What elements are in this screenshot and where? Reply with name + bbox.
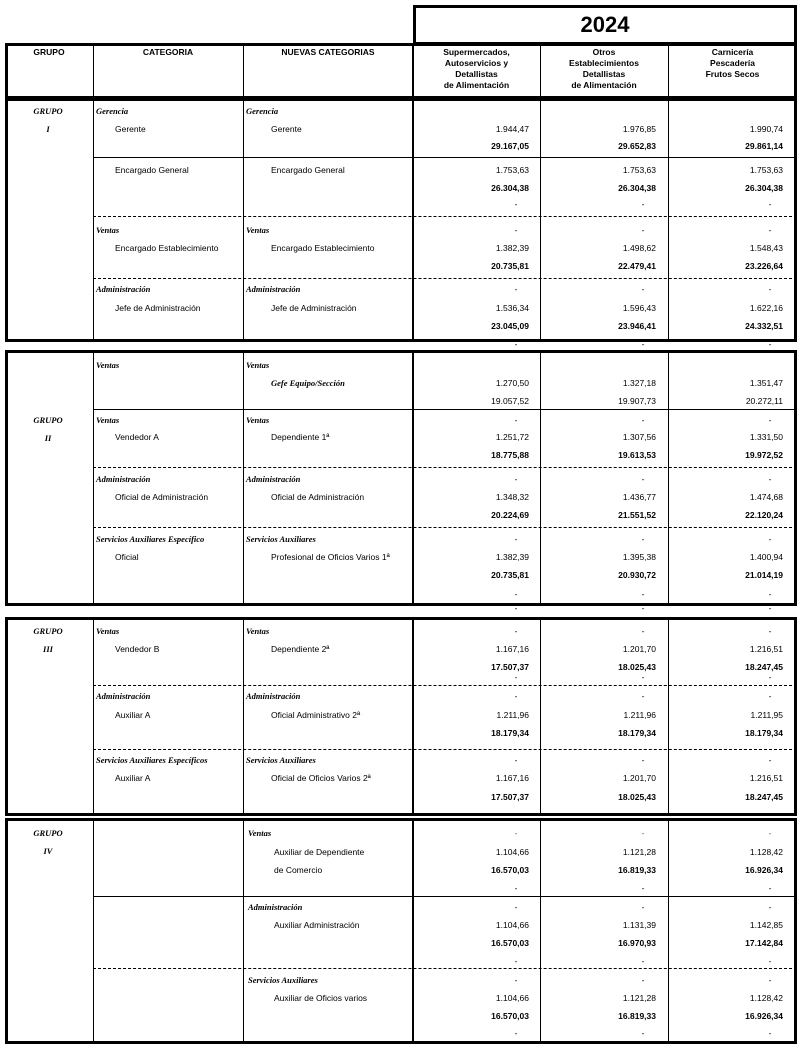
a-vend-b-2: 18.025,43	[618, 662, 656, 672]
m-vend-b-2: 1.201,70	[622, 644, 656, 654]
group-iv-roman: IV	[43, 846, 53, 856]
section-ventas-1-new: Ventas	[246, 225, 270, 235]
section-administracion-3-new: Administración	[246, 691, 301, 701]
m-oficial-2: 1.395,38	[622, 552, 656, 562]
group-iii-roman: III	[43, 644, 53, 654]
m-aux-a1-2: 1.211,96	[623, 710, 656, 720]
section-administracion-1-new: Administración	[246, 284, 301, 294]
new-aux-dependiente-1: Auxiliar de Dependiente	[274, 847, 365, 857]
m-enc-est-3: 1.548,43	[749, 243, 783, 253]
a-oficial-1: 20.735,81	[491, 570, 529, 580]
section-ventas-2a: Ventas	[96, 360, 120, 370]
a-aux-adm-2: 16.970,93	[618, 938, 656, 948]
m-vend-a-3: 1.331,50	[749, 432, 783, 442]
a-gefe-3: 20.272,11	[745, 396, 783, 406]
m-encargado-2: 1.753,63	[622, 165, 656, 175]
a-aux-dep-2: 16.819,33	[618, 865, 656, 875]
m-enc-est-2: 1.498,62	[622, 243, 656, 253]
year-title: 2024	[580, 12, 630, 37]
new-dependiente-1: Dependiente 1ª	[271, 432, 330, 442]
section-ventas-3-new: Ventas	[246, 626, 270, 636]
a-vend-a-1: 18.775,88	[491, 450, 529, 460]
cat-auxiliar-a-2: Auxiliar A	[115, 773, 151, 783]
section-servicios-aux-2: Servicios Auxiliares	[246, 534, 316, 544]
new-profesional-oficios-1: Profesional de Oficios Varios 1ª	[271, 552, 390, 562]
new-aux-oficios-varios: Auxiliar de Oficios varios	[274, 993, 368, 1003]
a-aux-a2-2: 18.025,43	[618, 792, 656, 802]
cat-encargado-establecimiento: Encargado Establecimiento	[115, 243, 219, 253]
m-jefe-adm-3: 1.622,16	[749, 303, 783, 313]
section-gerencia: Gerencia	[96, 106, 129, 116]
cat-oficial-administracion: Oficial de Administración	[115, 492, 209, 502]
new-encargado-establecimiento: Encargado Establecimiento	[271, 243, 375, 253]
m-gefe-3: 1.351,47	[749, 378, 783, 388]
a-jefe-adm-2: 23.946,41	[618, 321, 656, 331]
m-vend-a-1: 1.251,72	[495, 432, 529, 442]
m-jefe-adm-1: 1.536,34	[495, 303, 529, 313]
m-vend-b-3: 1.216,51	[749, 644, 783, 654]
group-iii-label: GRUPO	[33, 626, 63, 636]
m-gefe-1: 1.270,50	[495, 378, 529, 388]
a-gerente-3: 29.861,14	[745, 141, 783, 151]
m-aux-a2-2: 1.201,70	[622, 773, 656, 783]
section-servicios-aux-4: Servicios Auxiliares	[248, 975, 318, 985]
m-aux-adm-1: 1.104,66	[495, 920, 529, 930]
new-gefe-equipo: Gefe Equipo/Sección	[271, 378, 345, 388]
section-administracion-4: Administración	[248, 902, 303, 912]
a-aux-ofi-3: 16.926,34	[745, 1011, 783, 1021]
m-gefe-2: 1.327,18	[622, 378, 656, 388]
section-administracion-1: Administración	[96, 284, 151, 294]
cat-encargado-general: Encargado General	[115, 165, 189, 175]
a-gerente-2: 29.652,83	[618, 141, 656, 151]
a-enc-est-2: 22.479,41	[618, 261, 656, 271]
a-gefe-1: 19.057,52	[491, 396, 529, 406]
new-aux-dependiente-2: de Comercio	[274, 865, 323, 875]
a-jefe-adm-1: 23.045,09	[491, 321, 529, 331]
a-of-adm-3: 22.120,24	[745, 510, 783, 520]
cat-gerente: Gerente	[115, 124, 146, 134]
new-oficial-administracion: Oficial de Administración	[271, 492, 365, 502]
new-jefe-administracion: Jefe de Administración	[271, 303, 357, 313]
a-aux-adm-1: 16.570,03	[491, 938, 529, 948]
header-categoria: CATEGORIA	[142, 47, 194, 57]
m-enc-est-1: 1.382,39	[495, 243, 529, 253]
m-aux-ofi-2: 1.121,28	[622, 993, 656, 1003]
a-of-adm-1: 20.224,69	[491, 510, 529, 520]
a-aux-a1-1: 18.179,34	[491, 728, 529, 738]
m-aux-adm-2: 1.131,39	[622, 920, 656, 930]
header-col-carniceria: Carnicería Pescadería Frutos Secos	[705, 47, 760, 79]
a-aux-dep-3: 16.926,34	[745, 865, 783, 875]
group-iv-box	[5, 818, 797, 1044]
m-aux-a2-1: 1.167,16	[495, 773, 529, 783]
group-i-label: GRUPO	[33, 106, 63, 116]
m-gerente-3: 1.990,74	[749, 124, 783, 134]
section-administracion-2: Administración	[96, 474, 151, 484]
m-aux-adm-3: 1.142,85	[749, 920, 783, 930]
group-i-roman: I	[46, 124, 50, 134]
section-ventas-2a-new: Ventas	[246, 360, 270, 370]
a-vend-b-3: 18.247,45	[745, 662, 783, 672]
section-servicios-esp-3: Servicios Auxiliares Específicos	[96, 755, 208, 765]
m-vend-b-1: 1.167,16	[495, 644, 529, 654]
m-aux-dep-2: 1.121,28	[622, 847, 656, 857]
a-aux-a2-1: 17.507,37	[491, 792, 529, 802]
m-jefe-adm-2: 1.596,43	[622, 303, 656, 313]
a-vend-b-1: 17.507,37	[491, 662, 529, 672]
a-enc-est-1: 20.735,81	[491, 261, 529, 271]
cat-vendedor-a: Vendedor A	[115, 432, 159, 442]
a-vend-a-3: 19.972,52	[745, 450, 783, 460]
a-aux-dep-1: 16.570,03	[491, 865, 529, 875]
header-col-supermercados: Supermercados, Autoservicios y Detallistas de Alimentación	[443, 47, 510, 90]
group-ii-label: GRUPO	[33, 415, 63, 425]
a-aux-ofi-1: 16.570,03	[491, 1011, 529, 1021]
m-of-adm-1: 1.348,32	[495, 492, 529, 502]
m-aux-a1-1: 1.211,96	[496, 710, 529, 720]
cat-jefe-administracion: Jefe de Administración	[115, 303, 201, 313]
a-aux-adm-3: 17.142,84	[745, 938, 783, 948]
m-aux-dep-1: 1.104,66	[495, 847, 529, 857]
m-of-adm-3: 1.474,68	[749, 492, 783, 502]
a-gerente-1: 29.167,05	[491, 141, 529, 151]
a-encargado-2: 26.304,38	[618, 183, 656, 193]
m-oficial-1: 1.382,39	[495, 552, 529, 562]
section-ventas-1: Ventas	[96, 225, 120, 235]
a-aux-a1-3: 18.179,34	[745, 728, 783, 738]
section-ventas-3: Ventas	[96, 626, 120, 636]
section-servicios-aux-3: Servicios Auxiliares	[246, 755, 316, 765]
m-vend-a-2: 1.307,56	[622, 432, 656, 442]
section-administracion-2-new: Administración	[246, 474, 301, 484]
header-col-otros: Otros Establecimientos Detallistas de Alimentación	[569, 47, 639, 90]
m-aux-a2-3: 1.216,51	[749, 773, 783, 783]
header-nuevas-categorias: NUEVAS CATEGORIAS	[281, 47, 375, 57]
m-aux-dep-3: 1.128,42	[749, 847, 783, 857]
m-gerente-2: 1.976,85	[622, 124, 656, 134]
cat-vendedor-b: Vendedor B	[115, 644, 160, 654]
new-oficial-oficios-2: Oficial de Oficios Varios 2ª	[271, 773, 371, 783]
m-encargado-3: 1.753,63	[749, 165, 783, 175]
m-aux-a1-3: 1.211,95	[750, 710, 783, 720]
cat-oficial: Oficial	[115, 552, 139, 562]
new-dependiente-2: Dependiente 2ª	[271, 644, 330, 654]
header-grupo: GRUPO	[33, 47, 65, 57]
a-encargado-1: 26.304,38	[491, 183, 529, 193]
m-of-adm-2: 1.436,77	[622, 492, 656, 502]
a-gefe-2: 19.907,73	[618, 396, 656, 406]
a-oficial-2: 20.930,72	[618, 570, 656, 580]
section-ventas-4: Ventas	[248, 828, 272, 838]
a-aux-a1-2: 18.179,34	[618, 728, 656, 738]
a-of-adm-2: 21.551,52	[618, 510, 656, 520]
group-iv-label: GRUPO	[33, 828, 63, 838]
new-oficial-administrativo-2: Oficial Administrativo 2ª	[271, 710, 361, 720]
m-aux-ofi-3: 1.128,42	[749, 993, 783, 1003]
m-oficial-3: 1.400,94	[749, 552, 783, 562]
a-aux-ofi-2: 16.819,33	[618, 1011, 656, 1021]
m-gerente-1: 1.944,47	[495, 124, 529, 134]
a-enc-est-3: 23.226,64	[745, 261, 783, 271]
section-ventas-2b-new: Ventas	[246, 415, 270, 425]
a-aux-a2-3: 18.247,45	[745, 792, 783, 802]
m-aux-ofi-1: 1.104,66	[495, 993, 529, 1003]
section-gerencia-new: Gerencia	[246, 106, 279, 116]
new-aux-administracion: Auxiliar Administración	[274, 920, 360, 930]
a-vend-a-2: 19.613,53	[618, 450, 656, 460]
cat-auxiliar-a-1: Auxiliar A	[115, 710, 151, 720]
a-encargado-3: 26.304,38	[745, 183, 783, 193]
section-administracion-3: Administración	[96, 691, 151, 701]
m-encargado-1: 1.753,63	[495, 165, 529, 175]
new-encargado-general: Encargado General	[271, 165, 345, 175]
new-gerente: Gerente	[271, 124, 302, 134]
group-ii-roman: II	[44, 433, 52, 443]
section-servicios-esp-2: Servicios Auxiliares Específico	[96, 534, 205, 544]
a-jefe-adm-3: 24.332,51	[745, 321, 783, 331]
section-ventas-2b: Ventas	[96, 415, 120, 425]
a-oficial-3: 21.014,19	[745, 570, 783, 580]
